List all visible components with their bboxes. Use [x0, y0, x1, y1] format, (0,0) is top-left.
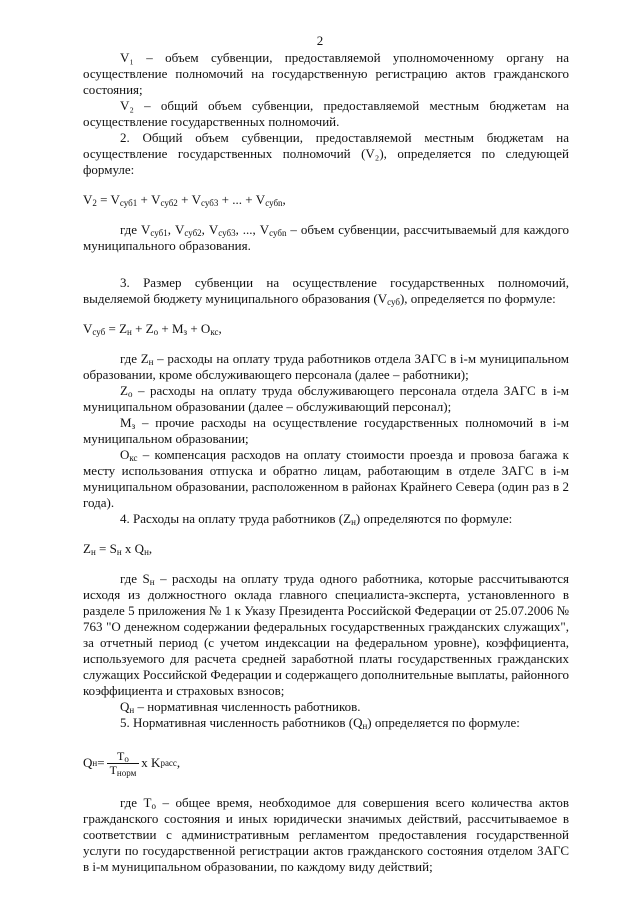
- fraction: $\frac{T_o}{T_{норм}}$: [107, 750, 140, 777]
- formula-v2: $V_2 = V_{суб1} + V_{суб2} + V_{суб3}$ + ... + $V_{субn}$,: [83, 192, 286, 208]
- paragraph-oks-definition: $O_{кс}$ – компенсация расходов на оплату стоимости проезда и провоза багажа к месту использования отпуска и обратно лицам, работающим в отделе ЗАГС в i-м муниципальном образовании, расположенном в районах Крайнего Севера (один раз в 2 года).: [83, 447, 569, 510]
- paragraph-sn-definition: где $S_н$ – расходы на оплату труда одного работника, которые рассчитываются исходя из должностного оклада главного специалиста-эксперта, установленного в разделе 5 приложения № 1 к Указу Президента Российской Федерации от 25.07.2006 № 763 "О денежном содержании федеральных государственных гражданских служащих", за отчетный период (с учетом индексации на федеральном уровне), коэффициента, используемого для расчета средней заработной платы государственных гражданских служащих Российской Федерации и содержащего дополнительные выплаты, районного коэффициента и страховых взносов;: [83, 571, 569, 698]
- formula-zn: $Z_н = S_н$ x $Q_н$,: [83, 541, 153, 557]
- paragraph-item-4: 4. Расходы на оплату труда работников $(Z_н)$ определяются по формуле:: [120, 511, 513, 527]
- paragraph-item-2: 2. Общий объем субвенции, предоставляемой местным бюджетам на осуществление государственных полномочий (V₂), определяется по следующей формуле:: [83, 130, 569, 177]
- formula-vsub: $V_{суб} = Z_н + Z_о + M_з + O_{кс}$,: [83, 321, 222, 337]
- paragraph-item-3: 3. Размер субвенции на осуществление государственных полномочий, выделяемой бюджету муниципального образования $(V_{суб})$, определяется по формуле:: [83, 275, 569, 307]
- paragraph-to-definition: где $T_o$ – общее время, необходимое для совершения всего количества актов гражданского состояния и иных юридически значимых действий, рассчитываемое в соответствии с административным регламентом предоставления государственной услуги по государственной регистрации актов гражданского состояния отделом ЗАГС в i-м муниципальном образовании, по каждому виду действий;: [83, 795, 570, 874]
- paragraph-zo-definition: $Z_о$ – расходы на оплату труда обслуживающего персонала отдела ЗАГС в i-м муниципальном образовании (далее – обслуживающий персонал);: [83, 383, 569, 414]
- paragraph-v2-definition: V₂ – общий объем субвенции, предоставляемой местным бюджетам на осуществление государственных полномочий.: [83, 98, 569, 129]
- paragraph-vsub-definition: где $V_{суб1}$, $V_{суб2}$, $V_{суб3}$, ..., $V_{субn}$ – объем субвенции, рассчитываемый для каждого муниципального образования.: [83, 222, 569, 253]
- paragraph-mz-definition: $M_з$ – прочие расходы на осуществление государственных полномочий в i-м муниципальном образовании;: [83, 415, 569, 446]
- formula-qn: Q н = $\frac{T_o}{T_{норм}}$ x K расс ,: [83, 748, 181, 778]
- paragraph-zn-definition: где $Z_н$ – расходы на оплату труда работников отдела ЗАГС в i-м муниципальном образовании, кроме обслуживающего персонала (далее – работники);: [83, 351, 569, 382]
- document-body: [83, 50, 569, 875]
- page-number: 2: [316, 33, 324, 48]
- paragraph-v1-definition: V₁ – объем субвенции, предоставляемой уполномоченному органу на осуществление полномочий на государственную регистрацию актов гражданского состояния;: [83, 50, 569, 97]
- paragraph-qn-definition: $Q_н$ – нормативная численность работников.: [120, 699, 361, 715]
- paragraph-item-5: 5. Нормативная численность работников $(Q_н)$ определяется по формуле:: [120, 715, 520, 731]
